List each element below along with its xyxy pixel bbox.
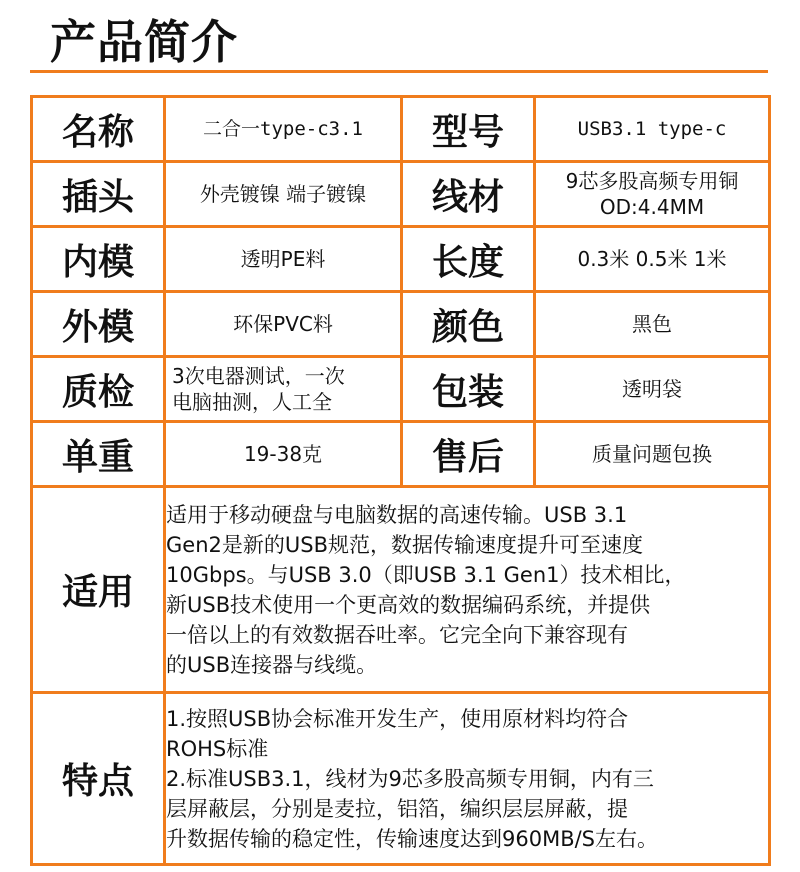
value-qc bbox=[165, 357, 402, 422]
value-model: USB3.1 type-c bbox=[535, 97, 770, 162]
features-line: 1.按照USB协会标准开发生产，使用原材料均符合 bbox=[166, 706, 629, 731]
value-qc-line1: 3次电器测试，一次 bbox=[172, 364, 345, 388]
value-wire-line2: OD:4.4MM bbox=[599, 195, 705, 219]
table-row bbox=[32, 292, 770, 357]
features-line: 层屏蔽层，分别是麦拉，铝箔，编织层层屏蔽，提 bbox=[166, 796, 628, 821]
table-row bbox=[32, 693, 770, 865]
label-color: 颜色 bbox=[402, 292, 535, 357]
label-plug: 插头 bbox=[32, 162, 165, 227]
value-wire-line1: 9芯多股高频专用铜 bbox=[565, 169, 739, 193]
label-aftersales: 售后 bbox=[402, 422, 535, 487]
usage-line: 适用于移动硬盘与电脑数据的高速传输。USB 3.1 bbox=[166, 502, 628, 527]
value-qc-line2: 电脑抽测，人工全 bbox=[172, 390, 332, 414]
usage-line: 一倍以上的有效数据吞吐率。它完全向下兼容现有 bbox=[166, 622, 628, 647]
label-model: 型号 bbox=[402, 97, 535, 162]
table-row bbox=[32, 357, 770, 422]
features-line: 2.标准USB3.1，线材为9芯多股高频专用铜，内有三 bbox=[166, 766, 654, 791]
value-wire bbox=[535, 162, 770, 227]
page-title: 产品简介 bbox=[50, 15, 238, 69]
spec-table bbox=[30, 95, 771, 866]
value-length: 0.3米 0.5米 1米 bbox=[535, 227, 770, 292]
table-row bbox=[32, 97, 770, 162]
table-row bbox=[32, 162, 770, 227]
value-plug: 外壳镀镍 端子镀镍 bbox=[165, 162, 402, 227]
value-color: 黑色 bbox=[535, 292, 770, 357]
usage-line: Gen2是新的USB规范，数据传输速度提升可至速度 bbox=[166, 532, 643, 557]
usage-line: 的USB连接器与线缆。 bbox=[166, 652, 378, 677]
table-row bbox=[32, 487, 770, 693]
label-weight: 单重 bbox=[32, 422, 165, 487]
table-row bbox=[32, 422, 770, 487]
features-line: ROHS标准 bbox=[166, 736, 269, 761]
usage-line: 10Gbps。与USB 3.0（即USB 3.1 Gen1）技术相比， bbox=[166, 562, 686, 587]
value-weight: 19-38克 bbox=[165, 422, 402, 487]
value-name: 二合一type-c3.1 bbox=[165, 97, 402, 162]
value-aftersales: 质量问题包换 bbox=[535, 422, 770, 487]
label-outer-mold: 外模 bbox=[32, 292, 165, 357]
usage-text bbox=[165, 487, 770, 693]
label-wire: 线材 bbox=[402, 162, 535, 227]
label-package: 包装 bbox=[402, 357, 535, 422]
label-qc: 质检 bbox=[32, 357, 165, 422]
value-inner-mold: 透明PE料 bbox=[165, 227, 402, 292]
features-text bbox=[165, 693, 770, 865]
value-outer-mold: 环保PVC料 bbox=[165, 292, 402, 357]
label-length: 长度 bbox=[402, 227, 535, 292]
table-row bbox=[32, 227, 770, 292]
usage-line: 新USB技术使用一个更高效的数据编码系统，并提供 bbox=[166, 592, 651, 617]
label-name: 名称 bbox=[32, 97, 165, 162]
label-features: 特点 bbox=[32, 693, 165, 865]
label-usage: 适用 bbox=[32, 487, 165, 693]
label-inner-mold: 内模 bbox=[32, 227, 165, 292]
features-line: 升数据传输的稳定性，传输速度达到960MB/S左右。 bbox=[166, 826, 659, 851]
title-divider bbox=[30, 70, 768, 73]
value-package: 透明袋 bbox=[535, 357, 770, 422]
